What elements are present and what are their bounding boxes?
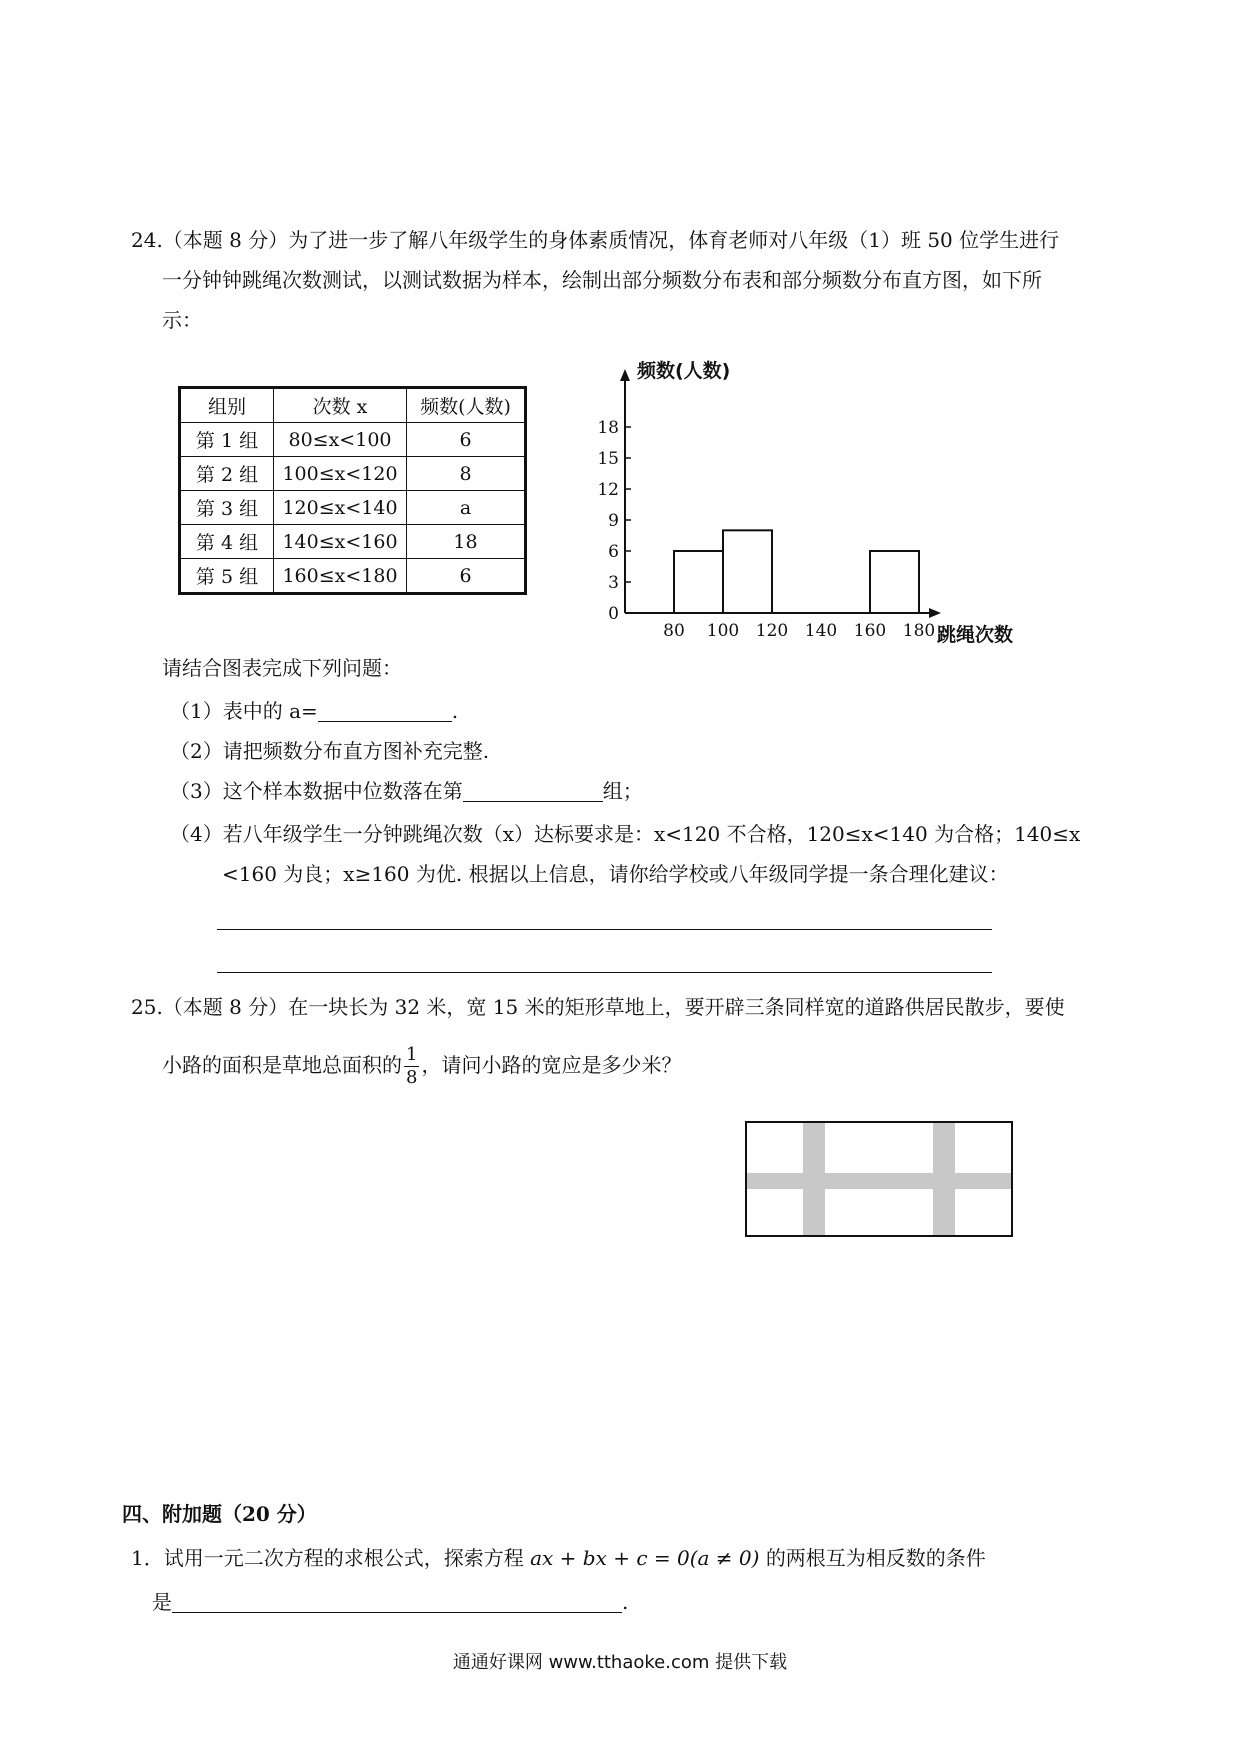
table-cell: 第 2 组: [180, 457, 274, 491]
q24-sub4-line1: （4）若八年级学生一分钟跳绳次数（x）达标要求是：x<120 不合格，120≤x<140 为合格；140≤x: [170, 822, 1081, 846]
y-axis-label: 频数(人数): [637, 360, 731, 382]
y-tick-label: 12: [597, 480, 619, 500]
x-tick-label: 160: [853, 621, 887, 641]
section4-title: 四、附加题（20 分）: [122, 1502, 317, 1526]
table-cell: 80≤x<100: [274, 423, 407, 457]
q24-sub3-text: （3）这个样本数据中位数落在第: [170, 779, 463, 803]
footer-text: 通通好课网 www.tthaoke.com 提供下载: [452, 1652, 788, 1673]
q25-line2: [162, 1040, 681, 1090]
section4-q1-text: 1．试用一元二次方程的求根公式，探索方程: [131, 1546, 524, 1570]
q24-line3: 示：: [162, 308, 202, 332]
table-cell: 100≤x<120: [274, 457, 407, 491]
section4-q1-line1: [131, 1544, 986, 1572]
table-row: [180, 457, 526, 491]
fraction-one-eighth: [404, 1044, 419, 1089]
table-cell: 18: [407, 525, 526, 559]
answer-line-2[interactable]: [217, 972, 992, 973]
y-tick-label: 9: [608, 511, 619, 531]
table-cell: 6: [407, 423, 526, 457]
histogram-bar: [870, 551, 919, 613]
x-tick-label: 80: [663, 621, 685, 641]
q24-line1: 24.（本题 8 分）为了进一步了解八年级学生的身体素质情况，体育老师对八年级（1）班 50 位学生进行: [131, 228, 1060, 252]
x-tick-label: 100: [706, 621, 740, 641]
section4-q1-line2-text: 是: [152, 1590, 172, 1614]
table-cell: 8: [407, 457, 526, 491]
q24-sub3: [170, 777, 643, 805]
table-cell: 120≤x<140: [274, 491, 407, 525]
table-header-row: [180, 388, 526, 423]
table-header: 频数(人数): [407, 388, 526, 423]
table-cell: 第 4 组: [180, 525, 274, 559]
lawn-diagram: [745, 1121, 1013, 1237]
q24-line2: 一分钟钟跳绳次数测试，以测试数据为样本，绘制出部分频数分布表和部分频数分布直方图，如下所: [162, 268, 1042, 292]
table-row: [180, 491, 526, 525]
q25-line1: 25.（本题 8 分）在一块长为 32 米，宽 15 米的矩形草地上，要开辟三条同样宽的道路供居民散步，要使: [131, 995, 1065, 1019]
x-axis-label: 跳绳次数: [937, 624, 1014, 646]
x-tick-label: 140: [804, 621, 838, 641]
y-tick-label: 6: [608, 542, 619, 562]
fraction-numerator: 1: [406, 1044, 418, 1065]
answer-blank-condition[interactable]: [172, 1592, 622, 1613]
table-cell: 160≤x<180: [274, 559, 407, 594]
y-tick-label: 18: [597, 418, 619, 438]
x-tick-label: 180: [902, 621, 936, 641]
q24-sub1-end: .: [451, 699, 459, 723]
q24-sub3-end: 组；: [602, 779, 643, 803]
x-axis-arrow: [929, 608, 941, 618]
q24-sub2: （2）请把频数分布直方图补充完整.: [170, 739, 490, 763]
frequency-table: [178, 386, 527, 595]
table-cell: 140≤x<160: [274, 525, 407, 559]
horizontal-path: [747, 1173, 1011, 1189]
histogram-bar: [674, 551, 723, 613]
histogram-bar: [723, 530, 772, 613]
table-header: 组别: [180, 388, 274, 423]
section4-q1-line2: [152, 1588, 628, 1616]
table-header: 次数 x: [274, 388, 407, 423]
table-cell: 第 1 组: [180, 423, 274, 457]
q24-sub4-line2: <160 为良；x≥160 为优. 根据以上信息，请你给学校或八年级同学提一条合理化建议：: [222, 862, 1009, 886]
q24-sub1-text: （1）表中的 a=: [170, 699, 318, 723]
q24-prompt: 请结合图表完成下列问题：: [162, 656, 402, 680]
histogram-chart: [585, 355, 1045, 655]
q25-line2-text: 小路的面积是草地总面积的: [162, 1053, 402, 1077]
table-cell: 第 5 组: [180, 559, 274, 594]
fraction-denominator: 8: [406, 1067, 418, 1088]
answer-blank-a[interactable]: [318, 701, 452, 722]
y-tick-label: 3: [608, 573, 619, 593]
q24-sub1: [170, 697, 458, 725]
section4-q1-equation: ax + bx + c = 0(a ≠ 0): [530, 1546, 760, 1570]
y-tick-label: 15: [597, 449, 619, 469]
table-cell: 第 3 组: [180, 491, 274, 525]
section4-q1-line2-end: .: [622, 1590, 629, 1614]
table-row: [180, 525, 526, 559]
answer-line-1[interactable]: [217, 929, 992, 930]
x-tick-label: 120: [755, 621, 789, 641]
table-cell: 6: [407, 559, 526, 594]
y-tick-label: 0: [608, 604, 619, 624]
answer-blank-group[interactable]: [463, 781, 603, 802]
table-row: [180, 559, 526, 594]
section4-q1-text-end: 的两根互为相反数的条件: [765, 1546, 986, 1570]
y-axis-arrow: [620, 369, 630, 381]
table-cell: a: [407, 491, 526, 525]
table-row: [180, 423, 526, 457]
q25-line2-end: ，请问小路的宽应是多少米？: [421, 1053, 682, 1077]
